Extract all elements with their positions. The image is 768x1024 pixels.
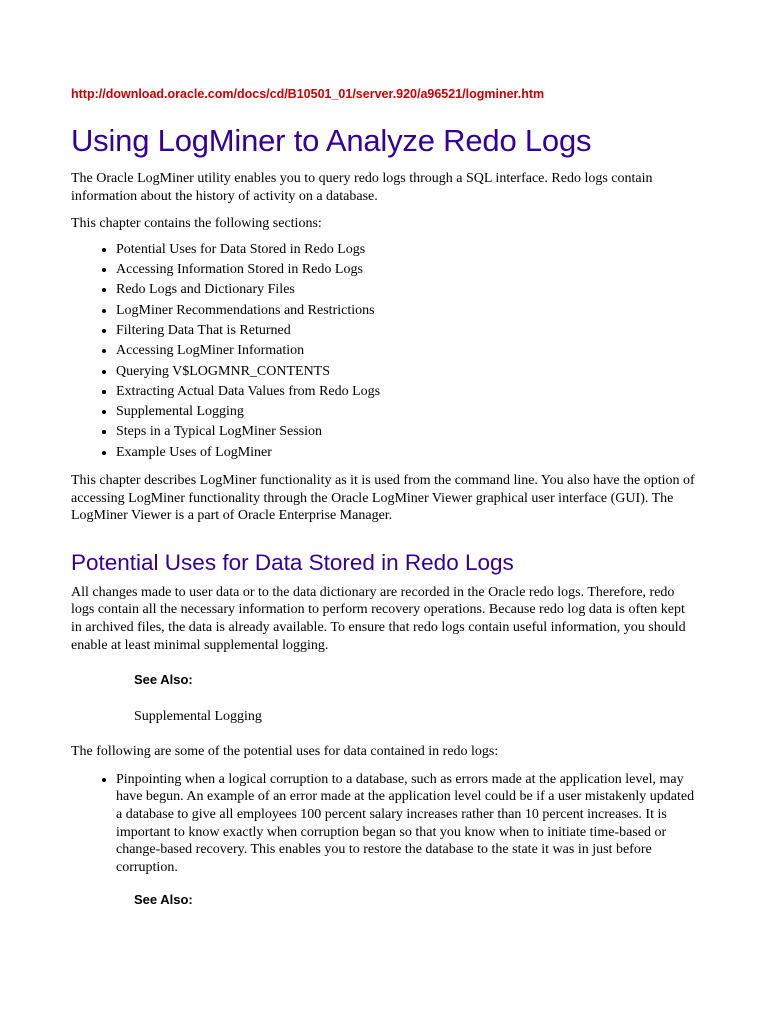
section-list-item-potential-uses[interactable]: • Potential Uses for Data Stored in Redo Logs: [116, 240, 699, 260]
see-also-block-2: [134, 892, 699, 908]
see-also-link-supplemental-logging[interactable]: Supplemental Logging: [134, 709, 262, 725]
section-list-item-recommendations[interactable]: • LogMiner Recommendations and Restrictions: [116, 301, 699, 321]
chapter-description: This chapter describes LogMiner functionality as it is used from the command line. You also have the option of accessing LogMiner functionality through the Oracle LogMiner Viewer graphical user interface (GUI). The LogMiner Viewer is a part of Oracle Enterprise Manager.: [71, 473, 695, 524]
sections-intro: This chapter contains the following sections:: [71, 216, 322, 232]
section-list-item-accessing-logminer[interactable]: • Accessing LogMiner Information: [116, 341, 699, 361]
section-list-item-typical-session[interactable]: • Steps in a Typical LogMiner Session: [116, 422, 699, 442]
section-list-item-accessing-information[interactable]: • Accessing Information Stored in Redo Logs: [116, 260, 699, 280]
page-title: Using LogMiner to Analyze Redo Logs: [71, 123, 592, 158]
section-list-item-example-uses[interactable]: • Example Uses of LogMiner: [116, 443, 699, 463]
uses-intro: The following are some of the potential uses for data contained in redo logs:: [71, 744, 499, 760]
uses-list: [71, 771, 699, 877]
section-list-item-querying-contents[interactable]: • Querying V$LOGMNR_CONTENTS: [116, 362, 699, 382]
section-list-item-supplemental-logging[interactable]: • Supplemental Logging: [116, 402, 699, 422]
section-heading-potential-uses: Potential Uses for Data Stored in Redo Logs: [71, 549, 514, 575]
see-also-label-2: See Also:: [134, 892, 193, 908]
source-url-link[interactable]: http://download.oracle.com/docs/cd/B10501_01/server.920/a96521/logminer.htm: [71, 87, 545, 101]
section-list-item-dictionary-files[interactable]: • Redo Logs and Dictionary Files: [116, 280, 699, 300]
see-also-block: [134, 672, 699, 725]
uses-list-item: • Pinpointing when a logical corruption to a database, such as errors made at the application level, may have begun. An example of an error made at the application level could be if a user mistakenly updated a database to give all employees 100 percent salary increases rather than 10 percent increases. It is important to know exactly when corruption began so that you know when to initiate time-based or change-based recovery. This enables you to restore the database to the state it was in just before corruption.: [116, 771, 699, 877]
see-also-label: See Also:: [134, 672, 193, 688]
section-list-item-filtering-data[interactable]: • Filtering Data That is Returned: [116, 321, 699, 341]
document-page: [71, 86, 699, 908]
potential-uses-body: All changes made to user data or to the data dictionary are recorded in the Oracle redo logs. Therefore, redo logs contain all the necessary information to perform recovery operations. Because redo log data is often kept in archived files, the data is already available. To ensure that redo logs contain useful information, you should enable at least minimal supplemental logging.: [71, 584, 686, 653]
intro-paragraph: The Oracle LogMiner utility enables you to query redo logs through a SQL interface. Redo logs contain information about the history of activity on a database.: [71, 171, 653, 204]
section-list: [71, 240, 699, 463]
section-list-item-extracting-values[interactable]: • Extracting Actual Data Values from Redo Logs: [116, 382, 699, 402]
